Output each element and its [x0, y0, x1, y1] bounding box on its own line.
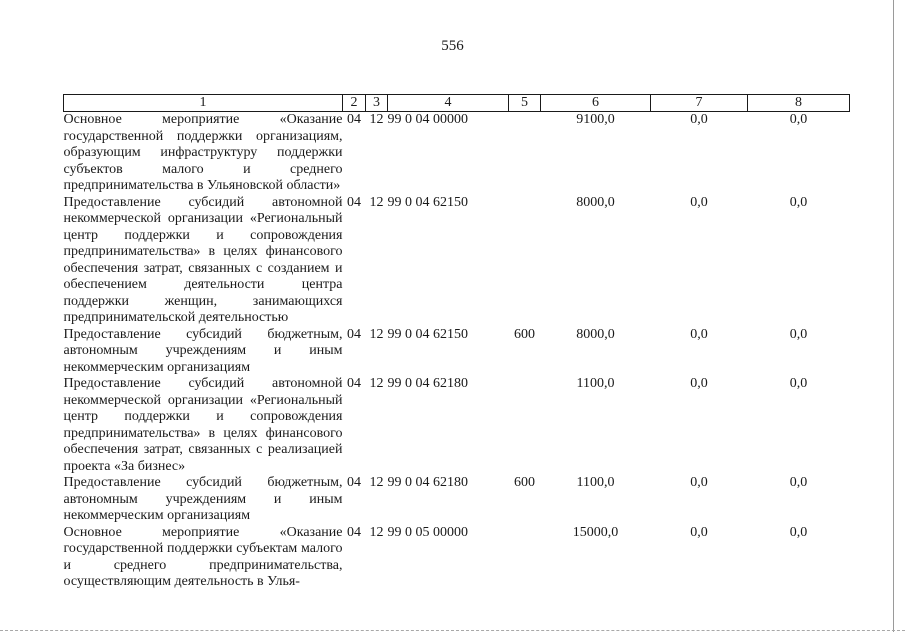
row-amount-col6: 9100,0: [576, 112, 615, 127]
row-expense-type: [509, 525, 541, 591]
row-name: Предоставление субсидий автономной некоммерческой организации «Региональный центр поддержки и сопровождения предпринимательства» в целях финансового обеспечения затрат, связанных с созданием и обеспечением деятельности центра поддержки женщин, занимающихся предпринимательской деятельностью: [63, 194, 343, 325]
row-expense-type: [509, 376, 541, 475]
page-edge-right: [893, 0, 894, 632]
table-row: [64, 195, 850, 327]
row-amount-col8: 0,0: [789, 326, 808, 342]
row-amount-col7: 0,0: [690, 524, 708, 540]
page-number: 556: [441, 38, 464, 54]
row-target-item: 99 0 05 00000: [387, 524, 468, 540]
row-amount-col7: 0,0: [690, 194, 708, 210]
row-subsection: 12: [369, 326, 384, 342]
column-header-8: 8: [748, 95, 850, 112]
row-amount-col8: 0,0: [789, 376, 808, 391]
row-target-item: 99 0 04 62150: [387, 194, 468, 210]
row-amount-col6: 1100,0: [576, 475, 615, 490]
row-expense-type: [509, 195, 541, 327]
row-target-item: 99 0 04 62180: [387, 475, 468, 490]
row-subsection: 12: [369, 475, 384, 490]
row-name: Предоставление субсидий бюджетным, автономным учреждениям и иным некоммерческим организациям: [63, 475, 343, 523]
column-header-6: 6: [541, 95, 651, 112]
row-amount-col7: 0,0: [690, 326, 708, 342]
row-expense-type: 600: [514, 475, 535, 490]
table-row: [64, 475, 850, 525]
row-amount-col7: 0,0: [690, 112, 708, 127]
column-header-1: 1: [64, 95, 343, 112]
row-expense-type: [509, 112, 541, 195]
row-subsection: 12: [369, 376, 384, 391]
row-amount-col6: 8000,0: [576, 326, 615, 342]
row-amount-col6: 15000,0: [572, 524, 619, 540]
row-name: Предоставление субсидий бюджетным, автономным учреждениям и иным некоммерческим организациям: [63, 326, 343, 375]
column-header-3: 3: [366, 95, 388, 112]
row-amount-col7: 0,0: [690, 475, 708, 490]
budget-table: [63, 94, 850, 591]
row-subsection: 12: [369, 194, 384, 210]
row-section: 04: [347, 524, 361, 540]
row-name: Основное мероприятие «Оказание государственной поддержки субъектам малого и среднего предпринимательства, осуществляющим деятельность в Улья-: [63, 524, 343, 589]
row-section: 04: [347, 326, 361, 342]
page-edge-bottom: [0, 630, 905, 631]
row-amount-col8: 0,0: [789, 524, 808, 540]
table-row: [64, 376, 850, 475]
column-header-5: 5: [509, 95, 541, 112]
row-expense-type: 600: [514, 326, 535, 342]
row-amount-col8: 0,0: [789, 475, 808, 490]
table-header-row: [64, 95, 850, 112]
row-section: 04: [347, 376, 361, 391]
row-section: 04: [347, 194, 361, 210]
row-amount-col7: 0,0: [690, 376, 708, 391]
row-subsection: 12: [369, 112, 384, 127]
row-section: 04: [347, 475, 361, 490]
column-header-4: 4: [388, 95, 509, 112]
column-header-7: 7: [651, 95, 748, 112]
row-amount-col6: 8000,0: [576, 194, 615, 210]
table-row: [64, 525, 850, 591]
row-amount-col6: 1100,0: [576, 376, 615, 391]
row-name: Предоставление субсидий автономной некоммерческой организации «Региональный центр поддержки и сопровождения предпринимательства» в целях финансового обеспечения затрат, связанных с реализацией проекта «За бизнес»: [63, 376, 343, 474]
row-amount-col8: 0,0: [789, 112, 808, 127]
table-row: [64, 112, 850, 195]
column-header-2: 2: [343, 95, 366, 112]
row-amount-col8: 0,0: [789, 194, 808, 210]
row-name: Основное мероприятие «Оказание государственной поддержки организациям, образующим инфраструктуру поддержки субъектов малого и среднего предпринимательства в Ульяновской области»: [63, 112, 343, 193]
row-target-item: 99 0 04 00000: [387, 112, 468, 127]
table-row: [64, 327, 850, 377]
row-target-item: 99 0 04 62180: [387, 376, 468, 391]
row-subsection: 12: [369, 524, 384, 540]
row-target-item: 99 0 04 62150: [387, 326, 468, 342]
row-section: 04: [347, 112, 361, 127]
